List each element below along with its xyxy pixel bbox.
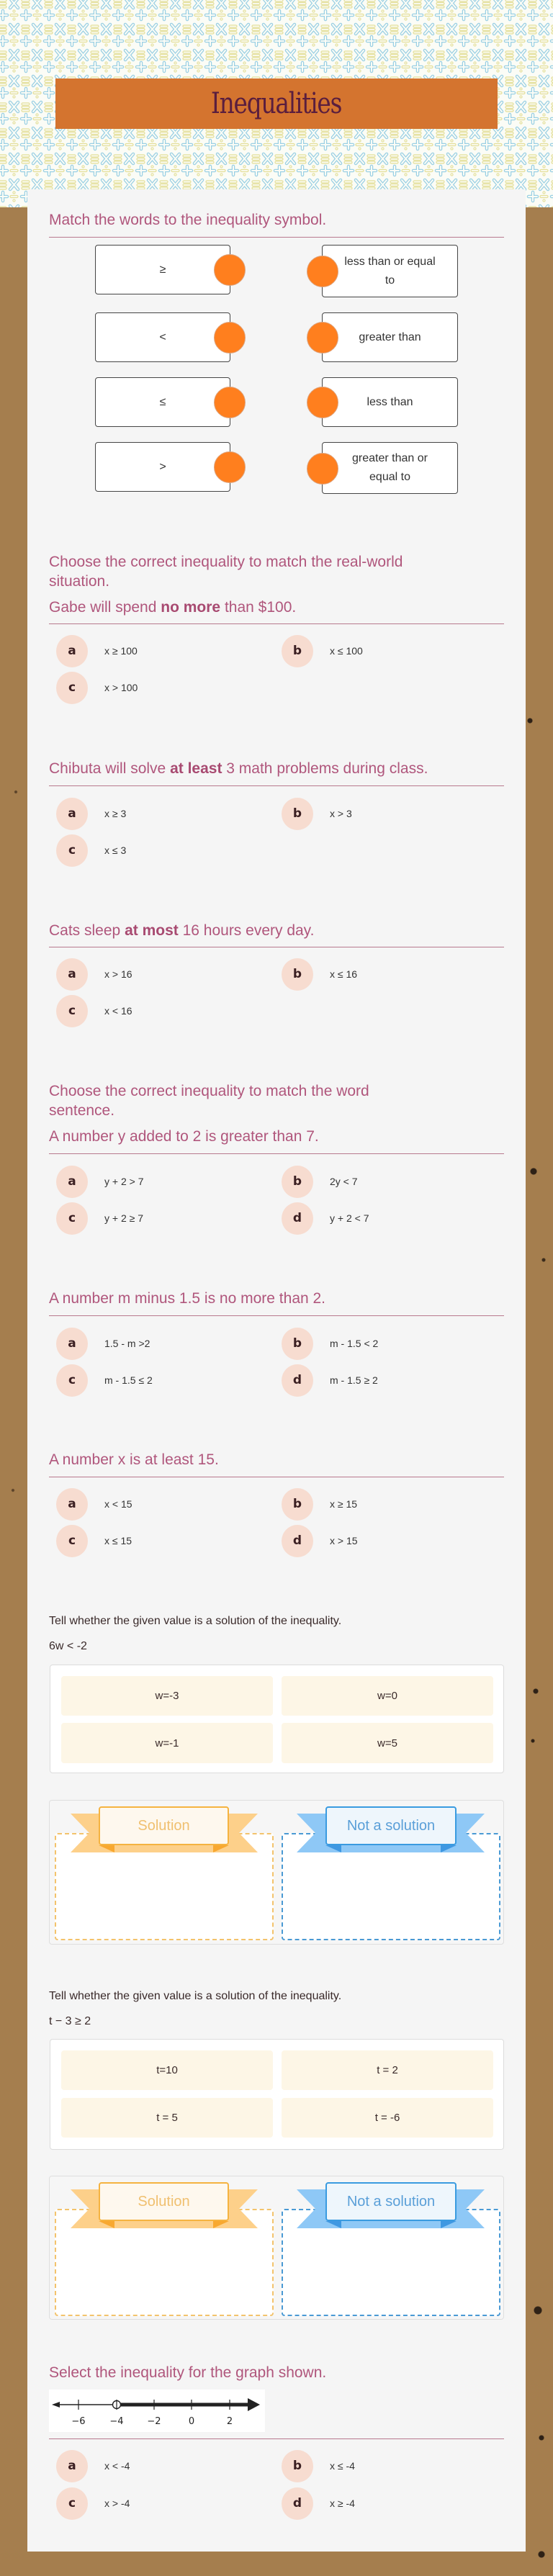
left-arrow-icon	[52, 2402, 60, 2408]
option-letter-badge[interactable]: b	[282, 1488, 313, 1521]
draggable-value-tile[interactable]: w=5	[282, 1723, 493, 1763]
question-instruction	[49, 552, 513, 591]
option-letter-badge[interactable]: a	[56, 2450, 88, 2482]
option-letter-badge[interactable]: c	[56, 1525, 88, 1557]
option-text: x ≤ 16	[330, 968, 358, 980]
match-connector-dot[interactable]	[214, 322, 246, 353]
option-b[interactable]	[282, 635, 363, 667]
prompt-text: A number x is at least 15.	[49, 1451, 219, 1468]
match-connector-dot[interactable]	[307, 322, 338, 353]
option-letter-badge[interactable]: d	[282, 2487, 313, 2520]
not-solution-bucket-label: Not a solution	[325, 2182, 457, 2221]
option-letter-badge[interactable]: d	[282, 1202, 313, 1235]
option-c[interactable]	[56, 672, 138, 704]
match-phrase: greater than or equal to	[352, 452, 428, 483]
question-prompt	[49, 1450, 513, 1469]
option-text: x > 3	[330, 808, 352, 819]
option-c[interactable]	[56, 834, 126, 867]
option-text: y + 2 > 7	[104, 1176, 144, 1187]
match-connector-dot[interactable]	[214, 387, 246, 418]
option-letter-badge[interactable]: a	[56, 1166, 88, 1198]
option-letter-badge[interactable]: a	[56, 1488, 88, 1521]
instruction-line: situation.	[49, 573, 110, 590]
divider	[49, 1315, 504, 1316]
option-c[interactable]	[56, 2487, 130, 2520]
match-phrase-box-3[interactable]	[322, 377, 458, 427]
option-text: m - 1.5 < 2	[330, 1338, 379, 1349]
divider	[49, 785, 504, 786]
prompt-text: than $100.	[220, 599, 297, 616]
solution-bucket-label: Solution	[99, 2182, 229, 2221]
page-title-banner	[55, 78, 498, 129]
match-connector-dot[interactable]	[214, 451, 246, 483]
match-phrase-box-4[interactable]	[322, 442, 458, 494]
classify-instruction: Tell whether the given value is a solution of the inequality.	[49, 1615, 342, 1627]
not-solution-bucket-label: Not a solution	[325, 1806, 457, 1845]
option-letter-badge[interactable]: a	[56, 958, 88, 991]
option-b[interactable]	[282, 2450, 355, 2482]
match-connector-dot[interactable]	[307, 256, 338, 287]
prompt-text: 3 math problems during class.	[222, 760, 428, 777]
question-instruction	[49, 1081, 513, 1120]
question-prompt	[49, 1289, 513, 1308]
question-prompt	[49, 921, 513, 940]
option-b[interactable]	[282, 1488, 357, 1521]
instruction-line: Choose the correct inequality to match the real-world	[49, 554, 403, 570]
match-symbol-box-2[interactable]	[95, 312, 230, 362]
option-letter-badge[interactable]: c	[56, 834, 88, 867]
question-prompt	[49, 598, 513, 617]
option-b[interactable]	[282, 1166, 358, 1198]
solution-bucket-label: Solution	[99, 1806, 229, 1845]
option-b[interactable]	[282, 798, 352, 830]
match-phrase-box-2[interactable]	[322, 312, 458, 362]
match-phrase-box-1[interactable]	[322, 245, 458, 297]
option-text: x < 15	[104, 1498, 132, 1510]
draggable-items-card	[50, 2039, 504, 2150]
option-text: x ≥ 100	[104, 645, 138, 657]
draggable-value-tile[interactable]: w=-3	[61, 1676, 273, 1716]
match-symbol: ≥	[159, 263, 166, 276]
draggable-value-tile[interactable]: w=-1	[61, 1723, 273, 1763]
option-letter-badge[interactable]: d	[282, 1525, 313, 1557]
option-text: x < 16	[104, 1005, 132, 1017]
option-text: x > 100	[104, 682, 138, 693]
option-text: x ≤ 100	[330, 645, 363, 657]
option-text: x ≤ 3	[104, 845, 127, 856]
prompt-text: Cats sleep	[49, 922, 125, 939]
option-d[interactable]	[282, 1202, 369, 1235]
option-letter-badge[interactable]: b	[282, 635, 313, 667]
option-text: x ≥ -4	[330, 2498, 355, 2509]
option-text: x < -4	[104, 2460, 130, 2472]
option-a[interactable]	[56, 1328, 150, 1360]
option-letter-badge[interactable]: b	[282, 1328, 313, 1360]
sorting-area	[49, 2176, 504, 2320]
classify-instruction: Tell whether the given value is a solution of the inequality.	[49, 1990, 342, 2002]
option-text: x ≤ 15	[104, 1535, 132, 1546]
option-letter-badge[interactable]: b	[282, 958, 313, 991]
prompt-text: A number y added to 2 is greater than 7.	[49, 1127, 319, 1145]
match-phrase: greater than	[359, 330, 421, 343]
option-a[interactable]	[56, 958, 132, 991]
draggable-value-tile[interactable]: t = -6	[282, 2098, 493, 2138]
option-c[interactable]	[56, 1364, 153, 1397]
draggable-value-tile[interactable]: w=0	[282, 1676, 493, 1716]
prompt-emphasis: at most	[125, 922, 179, 939]
question-prompt	[49, 759, 513, 778]
match-phrase: less than or equal to	[344, 255, 436, 287]
prompt-text: A number m minus 1.5 is no more than 2.	[49, 1289, 326, 1307]
option-text: x > -4	[104, 2498, 130, 2509]
option-letter-badge[interactable]: a	[56, 798, 88, 830]
match-symbol-box-4[interactable]	[95, 442, 230, 492]
option-text: x ≤ -4	[330, 2460, 355, 2472]
option-letter-badge[interactable]: a	[56, 635, 88, 667]
tick-label: −4	[109, 2416, 124, 2427]
match-connector-dot[interactable]	[307, 453, 338, 485]
option-text: y + 2 < 7	[330, 1212, 369, 1224]
draggable-items-card	[50, 1665, 504, 1773]
prompt-text: Gabe will spend	[49, 599, 161, 616]
instruction-line: sentence.	[49, 1102, 115, 1119]
sorting-area	[49, 1800, 504, 1945]
option-c[interactable]	[56, 995, 132, 1027]
option-d[interactable]	[282, 1525, 358, 1557]
divider	[49, 623, 504, 624]
tick-label: 0	[188, 2416, 195, 2427]
match-symbol: <	[159, 330, 166, 343]
option-a[interactable]	[56, 2450, 130, 2482]
tick-label: −6	[71, 2416, 86, 2427]
match-connector-dot[interactable]	[307, 387, 338, 418]
graph-question-title: Select the inequality for the graph shown.	[49, 2364, 327, 2381]
option-letter-badge[interactable]: c	[56, 995, 88, 1027]
option-text: 2y < 7	[330, 1176, 358, 1187]
option-text: x > 16	[104, 968, 132, 980]
option-b[interactable]	[282, 958, 357, 991]
right-arrow-icon	[248, 2398, 260, 2411]
option-a[interactable]	[56, 1488, 132, 1521]
classify-inequality: 6w < -2	[49, 1640, 87, 1652]
tick-label: 2	[226, 2416, 233, 2427]
divider	[49, 2438, 504, 2439]
option-letter-badge[interactable]: b	[282, 798, 313, 830]
match-connector-dot[interactable]	[214, 254, 246, 286]
option-a[interactable]	[56, 798, 126, 830]
match-symbol-box-3[interactable]	[95, 377, 230, 427]
option-letter-badge[interactable]: c	[56, 1364, 88, 1397]
prompt-emphasis: at least	[170, 760, 222, 777]
option-d[interactable]	[282, 1364, 378, 1397]
draggable-value-tile[interactable]: t = 5	[61, 2098, 273, 2138]
match-phrase: less than	[367, 395, 413, 408]
match-symbol: ≤	[159, 395, 166, 408]
option-text: x ≥ 15	[330, 1498, 358, 1510]
prompt-text: 16 hours every day.	[178, 922, 315, 939]
question-prompt	[49, 1127, 513, 1146]
match-question-title: Match the words to the inequality symbol.	[49, 212, 327, 228]
draggable-value-tile[interactable]: t = 2	[282, 2050, 493, 2090]
option-letter-badge[interactable]: b	[282, 1166, 313, 1198]
number-line-graph	[49, 2390, 265, 2432]
draggable-value-tile[interactable]: t=10	[61, 2050, 273, 2090]
match-symbol: >	[159, 460, 166, 473]
divider	[49, 237, 504, 238]
option-b[interactable]	[282, 1328, 378, 1360]
option-text: m - 1.5 ≥ 2	[330, 1374, 378, 1386]
option-c[interactable]	[56, 1525, 132, 1557]
option-d[interactable]	[282, 2487, 355, 2520]
instruction-line: Choose the correct inequality to match the word	[49, 1082, 369, 1099]
option-letter-badge[interactable]: c	[56, 1202, 88, 1235]
classify-inequality: t − 3 ≥ 2	[49, 2015, 91, 2027]
tick-label: −2	[147, 2416, 161, 2427]
option-a[interactable]	[56, 635, 138, 667]
option-letter-badge[interactable]: b	[282, 2450, 313, 2482]
option-text: x > 15	[330, 1535, 358, 1546]
option-text: x ≥ 3	[104, 808, 127, 819]
option-letter-badge[interactable]: c	[56, 672, 88, 704]
option-text: y + 2 ≥ 7	[104, 1212, 143, 1224]
option-letter-badge[interactable]: d	[282, 1364, 313, 1397]
prompt-emphasis: no more	[161, 599, 221, 616]
option-letter-badge[interactable]: c	[56, 2487, 88, 2520]
page-title: Inequalities	[211, 87, 342, 120]
option-text: 1.5 - m >2	[104, 1338, 150, 1349]
option-letter-badge[interactable]: a	[56, 1328, 88, 1360]
prompt-text: Chibuta will solve	[49, 760, 171, 777]
divider	[49, 1153, 504, 1154]
option-a[interactable]	[56, 1166, 143, 1198]
option-text: m - 1.5 ≤ 2	[104, 1374, 153, 1386]
worksheet-panel	[27, 189, 526, 2552]
option-c[interactable]	[56, 1202, 143, 1235]
match-symbol-box-1[interactable]	[95, 245, 230, 294]
